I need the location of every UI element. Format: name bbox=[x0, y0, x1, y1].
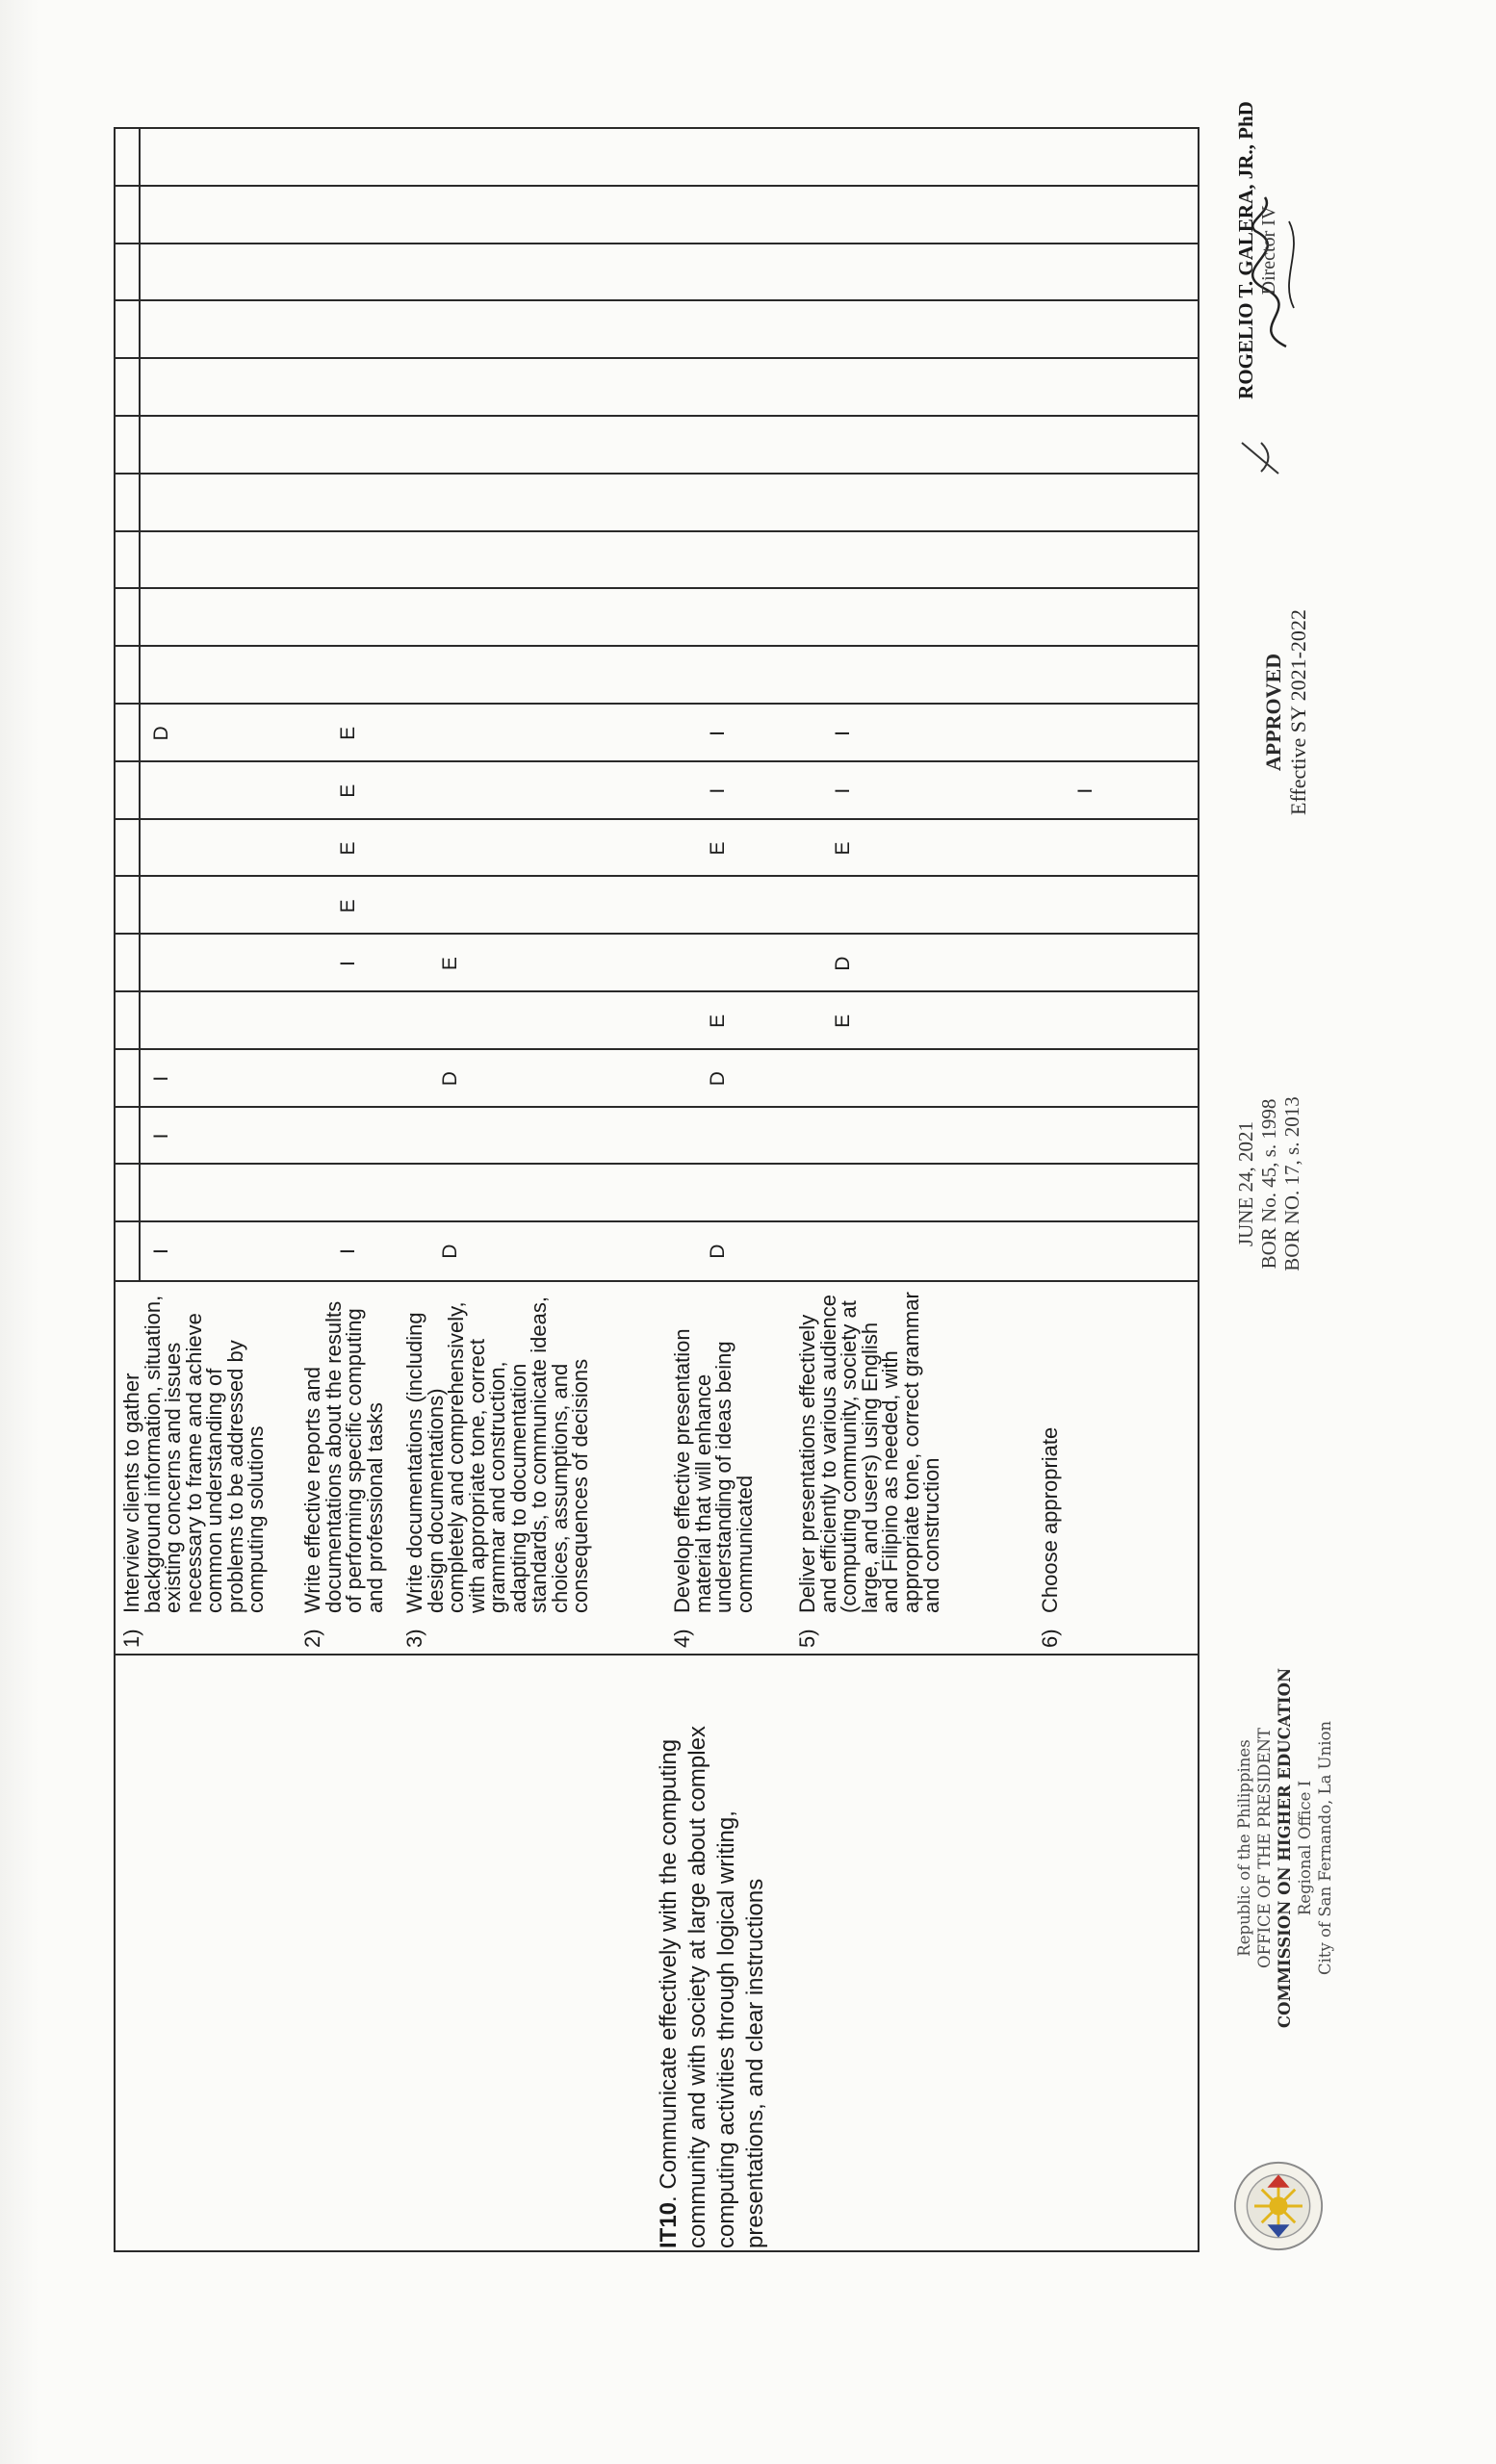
mapping-mark: E bbox=[707, 841, 729, 856]
grid-column-line bbox=[116, 415, 1198, 417]
mapping-mark: I bbox=[150, 1133, 172, 1140]
mapping-mark: I bbox=[707, 730, 729, 736]
approval-block bbox=[1261, 539, 1311, 886]
mapping-mark: I bbox=[337, 1248, 359, 1255]
signatory-role: Director IV bbox=[1258, 205, 1279, 295]
grid-column-line bbox=[116, 1163, 1198, 1165]
program-outcome-cell bbox=[116, 1654, 1198, 2250]
grid-column-line bbox=[116, 818, 1198, 820]
mapping-mark: E bbox=[832, 841, 854, 856]
mapping-mark: I bbox=[832, 730, 854, 736]
course-columns-grid bbox=[116, 129, 1198, 1280]
mapping-mark: E bbox=[337, 899, 359, 913]
bor-resolution-1: BOR No. 45, s. 1998 bbox=[1257, 1098, 1280, 1270]
issuing-office bbox=[1234, 1559, 1335, 2137]
grid-column-line bbox=[116, 357, 1198, 359]
indicator-text: Write effective reports and documentations about the results of performing specific computing and professional tasks bbox=[300, 1300, 387, 1613]
mapping-mark: D bbox=[439, 1071, 461, 1087]
mapping-mark: I bbox=[337, 961, 359, 967]
outcome-code: IT10 bbox=[656, 2201, 682, 2248]
grid-column-line bbox=[116, 299, 1198, 301]
indicator-text: Choose appropriate bbox=[1038, 1426, 1062, 1613]
grid-column-line bbox=[116, 243, 1198, 244]
program-outcome bbox=[655, 1671, 770, 2248]
grid-column-line bbox=[116, 1220, 1198, 1222]
mapping-mark: E bbox=[439, 957, 461, 971]
mapping-mark: I bbox=[150, 1075, 172, 1082]
mapping-mark: E bbox=[337, 783, 359, 798]
resolution-dates bbox=[1234, 1011, 1303, 1357]
page-footer bbox=[1232, 101, 1483, 2252]
mapping-mark: I bbox=[1074, 787, 1096, 794]
effectivity: Effective SY 2021-2022 bbox=[1286, 609, 1310, 815]
grid-column-line bbox=[116, 875, 1198, 877]
grid-column-line bbox=[116, 645, 1198, 647]
grid-column-line bbox=[116, 473, 1198, 475]
indicator-text: Write documentations (including design documentations) completely and comprehensively, with appropriate tone, correct grammar and construction, adapting to documentation standards, to communicate ideas, choices, assumptions, and consequences of decisions bbox=[402, 1296, 592, 1613]
office-line: COMMISSION ON HIGHER EDUCATION bbox=[1276, 1667, 1294, 2029]
indicator-number: 6) bbox=[1038, 1629, 1062, 1648]
indicator-number: 3) bbox=[402, 1629, 426, 1648]
mapping-mark: I bbox=[707, 787, 729, 794]
office-line: OFFICE OF THE PRESIDENT bbox=[1255, 1728, 1274, 1968]
mapping-mark: D bbox=[439, 1244, 461, 1259]
grid-column-line bbox=[116, 185, 1198, 187]
indicator-text: Deliver presentations effectively and efficiently to various audience (computing community, society at large, and users) using English and Filipino as needed, with appropriate tone, correct grammar and construction bbox=[795, 1292, 943, 1613]
bor-resolution-2: BOR NO. 17, s. 2013 bbox=[1280, 1096, 1303, 1271]
office-line: City of San Fernando, La Union bbox=[1316, 1720, 1334, 1976]
initial-mark-icon bbox=[1232, 433, 1290, 481]
mapping-mark: I bbox=[150, 1248, 172, 1255]
grid-header-line bbox=[139, 129, 141, 1280]
grid-column-line bbox=[116, 530, 1198, 532]
issue-date: JUNE 24, 2021 bbox=[1234, 1120, 1257, 1247]
signatory-name: ROGELIO T. GALERA, JR., PhD bbox=[1234, 101, 1257, 399]
grid-column-line bbox=[116, 703, 1198, 705]
indicator-number: 1) bbox=[119, 1629, 143, 1648]
grid-column-line bbox=[116, 933, 1198, 935]
grid-column-line bbox=[116, 1048, 1198, 1050]
grid-column-line bbox=[116, 587, 1198, 589]
mapping-mark: D bbox=[707, 1244, 729, 1259]
curriculum-mapping-table bbox=[114, 127, 1199, 2252]
mapping-mark: I bbox=[832, 787, 854, 794]
ched-seal-icon bbox=[1232, 2160, 1325, 2252]
indicator-number: 4) bbox=[670, 1629, 694, 1648]
grid-column-line bbox=[116, 990, 1198, 992]
indicator-number: 5) bbox=[795, 1629, 819, 1648]
mapping-mark: E bbox=[337, 841, 359, 856]
grid-column-line bbox=[116, 760, 1198, 762]
mapping-mark: D bbox=[832, 956, 854, 971]
indicator-number: 2) bbox=[300, 1629, 324, 1648]
performance-indicators-cell bbox=[116, 1280, 1198, 1654]
mapping-mark: E bbox=[832, 1014, 854, 1028]
indicator-text: Interview clients to gather background information, situation, existing concerns and issues necessary to frame and achieve common understanding of problems to be addressed by computing solutions bbox=[119, 1295, 268, 1613]
signatory-block bbox=[1234, 58, 1280, 443]
mapping-mark: D bbox=[150, 726, 172, 741]
office-line: Republic of the Philippines bbox=[1235, 1739, 1253, 1957]
office-line: Regional Office I bbox=[1296, 1780, 1314, 1916]
mapping-mark: E bbox=[707, 1014, 729, 1028]
indicator-text: Develop effective presentation material that will enhance understanding of ideas being communicated bbox=[670, 1328, 757, 1613]
outcome-description: . Communicate effectively with the computing community and with society at large about complex computing activities through logical writing, presentations, and clear instructions bbox=[656, 1726, 768, 2248]
mapping-mark: D bbox=[707, 1071, 729, 1087]
mapping-mark: E bbox=[337, 726, 359, 740]
grid-column-line bbox=[116, 1106, 1198, 1108]
approved-label: APPROVED bbox=[1261, 653, 1285, 772]
